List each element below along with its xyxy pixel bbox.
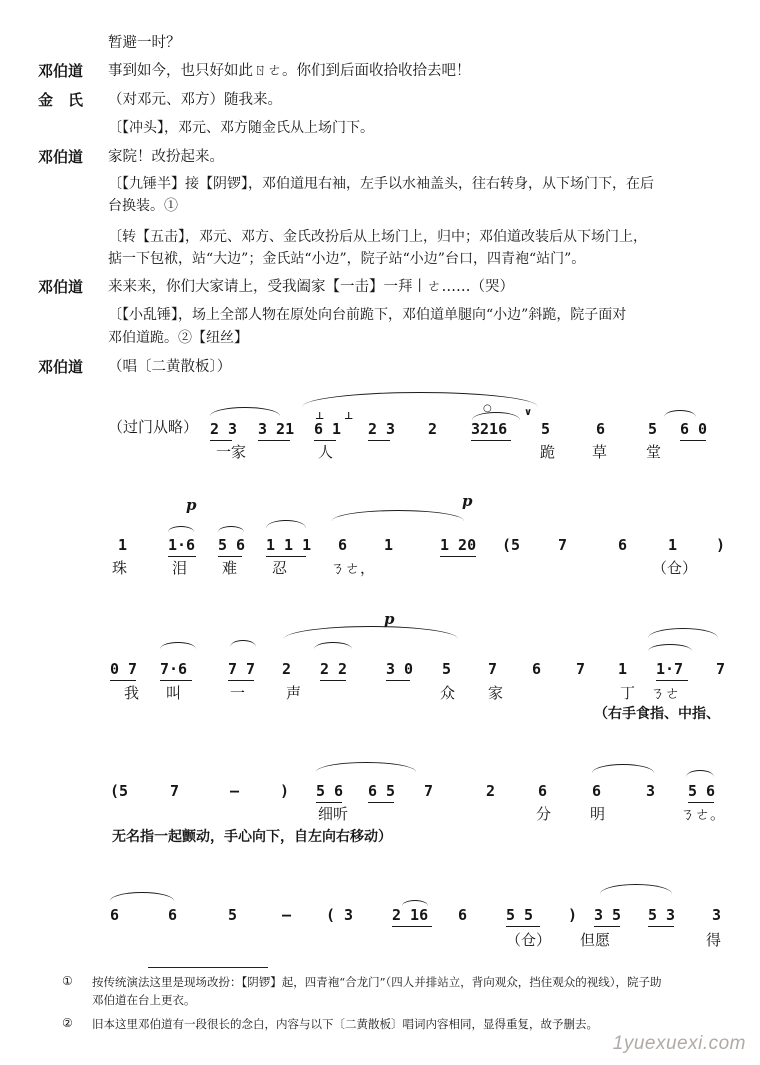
note: 3 [712,906,722,924]
note: 6 [458,906,468,924]
note: 3 [646,782,656,800]
note: 5 [541,420,551,438]
speaker-deng-bodao: 邓伯道 [38,148,84,166]
lyric: 众 [440,684,456,702]
underline-mark [228,680,254,681]
slur-mark [314,642,352,649]
footnote-text: 旧本这里邓伯道有一段很长的念白，内容与以下〔二黄散板〕唱词内容相同，显得重复，故予删去。 [92,1017,598,1031]
note: 6 [592,782,602,800]
note: – [282,906,292,924]
underline-mark [266,556,306,557]
note: 6 1 [314,420,342,438]
underline-mark [594,926,620,927]
note: 5 5 [506,906,534,924]
footnote-number: ② [62,1016,73,1030]
lyric: ㄋㄜ [650,684,681,702]
accent-mark: ⊥ [315,411,325,422]
slur-mark [302,392,538,407]
lyric: 一 [230,684,246,702]
lyric: 珠 [112,559,128,577]
underline-mark [258,440,290,441]
note: ) [280,782,290,800]
footnote-number: ① [62,974,73,988]
speaker-deng-bodao: 邓伯道 [38,278,84,296]
footnote-divider [148,967,268,968]
note: ) [568,906,578,924]
dynamic-marking: p [462,492,473,510]
lyric: 明 [590,805,606,823]
dialogue-line: （唱〔二黄散板〕） [108,359,232,375]
note: 7 [488,660,498,678]
note: 6 [532,660,542,678]
note: 0 7 [110,660,138,678]
note: 7 [576,660,586,678]
note: 6 [538,782,548,800]
note: – [230,782,240,800]
slur-mark [316,762,416,772]
underline-mark [386,680,410,681]
lyric: 泪 [172,559,188,577]
note: 2 [486,782,496,800]
dialogue-line: 来来来，你们大家请上，受我阖家【一击】一拜丨ㄜ……（哭） [108,279,514,295]
note: 7 [558,536,568,554]
gesture-note: （右手食指、中指、 [594,706,720,722]
note: 7 [424,782,434,800]
lyric: 草 [592,443,608,461]
stage-direction: 台换装。① [108,198,178,214]
score-row [0,740,760,850]
note: 6 [596,420,606,438]
note: 5 [228,906,238,924]
dynamic-marking: p [186,496,197,514]
note: 3 0 [386,660,414,678]
dialogue-line: 事到如今，也只好如此ㄖㄜ。你们到后面收拾收拾去吧！ [108,63,471,79]
score-row [0,608,760,726]
stage-direction: 〔转【五击】，邓元、邓方、金氏改扮后从上场门上，归中；邓伯道改装后从下场门上， [108,229,647,245]
note: 6 [110,906,120,924]
accent-mark: ⊥ [344,411,354,422]
slur-mark [218,526,244,532]
score-row [0,390,760,465]
note: 3216 [471,420,508,438]
note: 5 [648,420,658,438]
note: 7 7 [228,660,256,678]
note: 7 [716,660,726,678]
footnote-text: 按传统演法这里是现场改扮：【阴锣】起，四青袍“合龙门”（四人并排站立，背向观众，挡住观众的视线），院子助 [92,975,662,989]
note: (5 [502,536,521,554]
lyric: 得 [706,931,722,949]
slur-mark [648,628,718,638]
dynamic-marking: p [384,610,395,628]
lyric: 但愿 [580,931,611,949]
underline-mark [210,440,232,441]
accent-mark: ○ [483,403,492,414]
note: 5 3 [648,906,676,924]
slur-mark [648,644,692,651]
note: (5 [110,782,129,800]
slur-mark [230,640,256,647]
lyric: 声 [286,684,302,702]
note: 3 5 [594,906,622,924]
slur-mark [686,770,714,777]
speaker-jin-shi: 金 氏 [38,91,84,109]
dialogue-line: （对邓元、邓方）随我来。 [108,92,282,108]
underline-mark [110,680,136,681]
speaker-deng-bodao: 邓伯道 [38,358,84,376]
note: 2 [282,660,292,678]
stage-direction: 邓伯道跪。②【纽丝】 [108,330,248,346]
footnote-text: 邓伯道在台上更衣。 [92,993,196,1007]
underline-mark [316,802,342,803]
dialogue-line: 家院！改扮起来。 [108,149,224,165]
note: 2 16 [392,906,429,924]
stage-direction: 〔【冲头】，邓元、邓方随金氏从上场门下。 [108,120,374,136]
lyric: （仓） [652,559,698,577]
lyric: 细听 [318,805,349,823]
note: 1·7 [656,660,684,678]
dialogue-line: 暂避一时？ [108,35,181,51]
note: ) [716,536,726,554]
slur-mark [284,626,458,639]
note: 5 6 [688,782,716,800]
lyric: （仓） [506,931,552,949]
underline-mark [656,680,688,681]
lyric: 家 [488,684,504,702]
note: 1·6 [168,536,196,554]
lyric: 分 [536,805,552,823]
breath-mark: ∨ [524,407,533,418]
note: 5 6 [316,782,344,800]
lyric: 难 [222,559,238,577]
score-row [0,868,760,948]
note: 2 3 [368,420,396,438]
note: 5 [442,660,452,678]
lyric: 跪 [540,443,556,461]
slur-mark [160,642,196,649]
lyric: 叫 [166,684,182,702]
note: 2 3 [210,420,238,438]
note: 6 [338,536,348,554]
underline-mark [392,926,432,927]
prelude-label: （过门从略） [108,418,199,436]
slur-mark [332,510,464,521]
note: 1 20 [440,536,477,554]
underline-mark [314,440,336,441]
note: 6 5 [368,782,396,800]
lyric: 人 [318,443,334,461]
stage-direction: 〔【九锤半】接【阴锣】，邓伯道甩右袖，左手以水袖盖头，往右转身，从下场门下，在后 [108,176,654,192]
slur-mark [472,412,520,420]
gesture-note: 无名指一起颤动，手心向下，自左向右移动） [112,829,392,845]
lyric: 一家 [216,443,247,461]
underline-mark [168,556,196,557]
lyric: 丁 [620,684,636,702]
slur-mark [664,410,696,417]
note: 7·6 [160,660,188,678]
underline-mark [680,440,706,441]
underline-mark [368,802,394,803]
slur-mark [110,892,174,901]
note: 1 [384,536,394,554]
underline-mark [471,440,511,441]
note: 1 1 1 [266,536,312,554]
underline-mark [688,802,714,803]
note: ( 3 [326,906,354,924]
slur-mark [266,520,306,528]
slur-mark [600,884,672,894]
note: 1 [618,660,628,678]
lyric: ㄋㄜ， [330,559,376,577]
underline-mark [218,556,242,557]
stage-direction: 〔【小乱锤】，场上全部人物在原处向台前跪下，邓伯道单腿向“小边”斜跪，院子面对 [108,307,627,323]
note: 3 21 [258,420,295,438]
lyric: 我 [124,684,140,702]
underline-mark [648,926,674,927]
lyric: ㄋㄜ。 [680,805,726,823]
underline-mark [320,680,346,681]
note: 2 [428,420,438,438]
speaker-deng-bodao: 邓伯道 [38,62,84,80]
note: 2 2 [320,660,348,678]
note: 5 6 [218,536,246,554]
watermark: 1yuexuexi.com [612,1033,746,1054]
underline-mark [506,926,540,927]
underline-mark [440,556,476,557]
lyric: 忍 [272,559,288,577]
lyric: 堂 [646,443,662,461]
slur-mark [592,764,654,773]
note: 6 [618,536,628,554]
underline-mark [160,680,192,681]
note: 6 0 [680,420,708,438]
note: 1 [118,536,128,554]
underline-mark [368,440,390,441]
note: 1 [668,536,678,554]
score-row [0,492,760,582]
stage-direction: 掂一下包袱，站“大边”；金氏站“小边”，院子站“小边”台口，四青袍“站门”。 [108,251,586,267]
note: 6 [168,906,178,924]
slur-mark [168,526,194,532]
slur-mark [210,407,280,416]
note: 7 [170,782,180,800]
